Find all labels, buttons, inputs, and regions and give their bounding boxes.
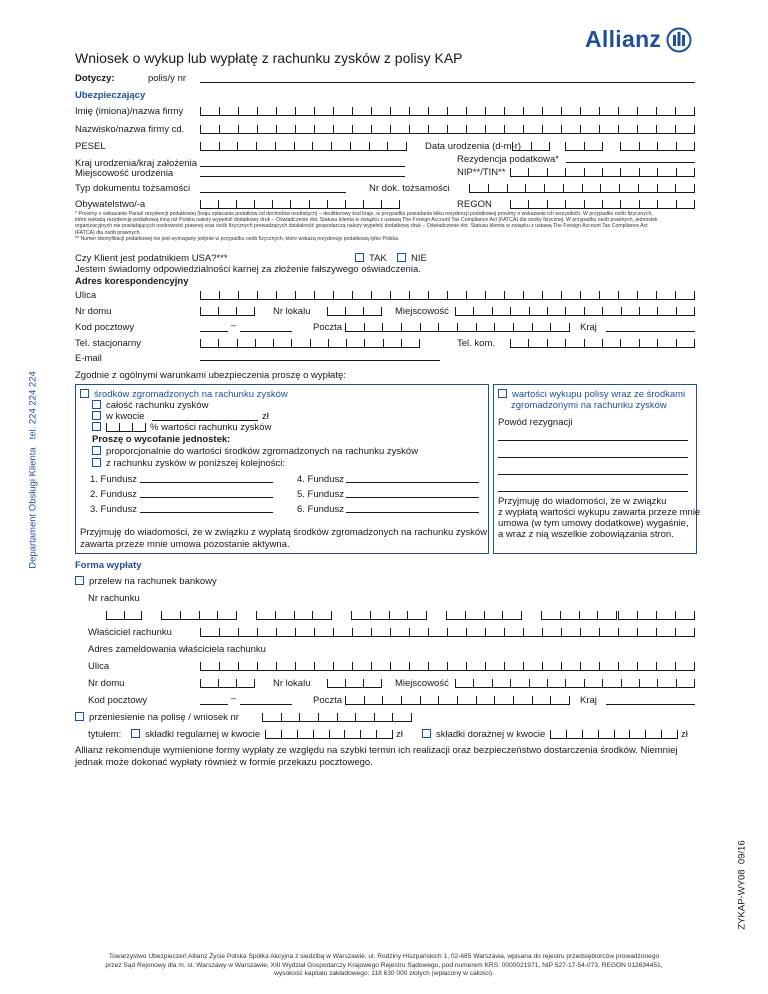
label-city: Miejscowość bbox=[395, 306, 449, 317]
city-field[interactable] bbox=[455, 307, 695, 316]
label-dotyczy: Dotyczy: bbox=[75, 73, 115, 84]
option-label: przelew na rachunek bankowy bbox=[89, 576, 217, 587]
checkbox[interactable] bbox=[397, 253, 406, 262]
flat-field[interactable] bbox=[327, 307, 382, 316]
dob-day-field[interactable] bbox=[512, 142, 550, 151]
label-doc-no: Nr dok. tożsamości bbox=[369, 183, 450, 194]
option-label: wartości wykupu polisy wraz ze środkami bbox=[512, 389, 686, 400]
name-field[interactable] bbox=[200, 107, 695, 116]
mobile-field[interactable] bbox=[510, 339, 695, 348]
option-label: składki dorażnej w kwocie bbox=[436, 729, 546, 740]
option-amount[interactable] bbox=[92, 411, 145, 422]
policy-number-field[interactable] bbox=[200, 82, 695, 83]
checkbox[interactable] bbox=[92, 400, 101, 409]
fund-3-label: 3. Fundusz bbox=[90, 504, 137, 515]
company-footer bbox=[0, 953, 768, 979]
footnote-line: które wskażą rezydencję podatkową inną niż Polska należy wypełnić dodatkowy druk – Oświadczenie dot. Statusu klienta w związku z ustawą The Foreign Account Tax Compliance Act (FATCA) dla osoby fizycznej. W przypadku osób prawnych, jednostek bbox=[75, 217, 658, 224]
footnote-line: organizacyjnych nie posiadających osobowości prawnej oraz osób fizycznych prowadzących działalność gospodarczą należy wypełnić dodatkowy druk – Oświadczenie dot. Statusu klienta w związku z ustawą The Foreign Account Tax Compliance Act bbox=[75, 223, 648, 230]
footnotes bbox=[75, 211, 695, 242]
regular-currency: zł bbox=[396, 729, 403, 740]
street-field[interactable] bbox=[200, 291, 695, 300]
option-all[interactable] bbox=[92, 400, 208, 411]
consent-text: Zgodnie z ogólnymi warunkami ubezpieczenia proszę o wypłatę: bbox=[75, 370, 346, 381]
checkbox[interactable] bbox=[92, 422, 101, 431]
regular-amount-field[interactable] bbox=[265, 730, 393, 739]
surrender-note-1: Przyjmuję do wiadomości, że w związku bbox=[498, 496, 667, 507]
label-regon: REGON bbox=[457, 199, 492, 210]
label-doc-type: Typ dokumentu tożsamości bbox=[75, 183, 191, 194]
reason-field-3[interactable] bbox=[498, 474, 688, 475]
usa-no-option[interactable] bbox=[397, 253, 427, 264]
units-heading: Proszę o wycofanie jednostek: bbox=[92, 434, 231, 445]
label-country: Kraj bbox=[580, 322, 597, 333]
checkbox[interactable] bbox=[75, 576, 84, 585]
amount-field[interactable] bbox=[152, 420, 258, 421]
postal-field-1[interactable] bbox=[200, 331, 228, 332]
label-owner-post: Poczta bbox=[313, 695, 343, 706]
country-field[interactable] bbox=[606, 331, 695, 332]
footnote-line: ** Numer identyfikacji podatkowej nie jest wymagany jedynie w przypadku osób fizycznych, które wskażą rezydencję podatkową tylko Polska. bbox=[75, 235, 400, 242]
dob-month-field[interactable] bbox=[565, 142, 603, 151]
label-tax-residence: Rezydencja podatkowa* bbox=[457, 154, 559, 165]
fund-4-field[interactable] bbox=[346, 482, 479, 483]
section-insured: Ubezpieczający bbox=[75, 90, 146, 101]
label-owner-country: Kraj bbox=[580, 695, 597, 706]
recommendation-1: Allianz rekomenduje wymienione formy wypłaty ze względu na szybki termin ich realizacji oraz bezpieczeństwo dostarczenia środków. Niemniej bbox=[75, 745, 678, 756]
label-phone: Tel. stacjonarny bbox=[75, 338, 142, 349]
label-owner-address: Adres zameldowania właściciela rachunku bbox=[88, 644, 266, 655]
surrender-note-4: a wraz z nią wszelkie zobowiązania stron. bbox=[498, 529, 674, 540]
owner-city-field[interactable] bbox=[455, 679, 695, 688]
recommendation-2: jednak może dokonać wypłaty również w formie przekazu pocztowego. bbox=[75, 757, 373, 768]
footnote-line: * Prosimy o wskazanie Pana/i rezydencji podatkowej (kraju opłacania podatków od dochodów osobistych) – deulitterowy kod kraju, w przypadku posiadania kilku rezydencji podatkowej prosimy o wskazanie ich wszystkich. W przypadku osób fizycznych, bbox=[75, 211, 653, 217]
post-field[interactable] bbox=[345, 323, 570, 332]
option-label: przeniesienie na polisę / wniosek nr bbox=[89, 712, 239, 723]
account-group[interactable] bbox=[256, 611, 332, 620]
label-email: E-mail bbox=[75, 353, 102, 364]
reason-field-1[interactable] bbox=[498, 440, 688, 441]
checkbox[interactable] bbox=[75, 712, 84, 721]
checkbox[interactable] bbox=[355, 253, 364, 262]
label-house: Nr domu bbox=[75, 306, 112, 317]
currency-label: zł bbox=[262, 411, 269, 422]
fund-3-field[interactable] bbox=[140, 512, 273, 513]
footnote-line: (FATCA) dla osób prawnych. bbox=[75, 229, 141, 236]
fund-1-label: 1. Fundusz bbox=[90, 474, 137, 485]
label-country: Kraj urodzenia/kraj założenia bbox=[75, 158, 197, 169]
option-proportional[interactable] bbox=[92, 446, 418, 457]
option-label: całość rachunku zysków bbox=[106, 400, 209, 411]
savings-note-1: Przyjmuję do wiadomości, że w związku z wypłatą środków zgromadzonych na rachunku zysków bbox=[80, 527, 488, 538]
option-percent[interactable] bbox=[92, 422, 106, 433]
yes-label: TAK bbox=[369, 253, 387, 264]
option-label: w kwocie bbox=[106, 411, 145, 422]
page-title: Wniosek o wykup lub wypłatę z rachunku zysków z polisy KAP bbox=[75, 50, 463, 66]
label-reason: Powód rezygnacji bbox=[498, 417, 573, 428]
dob-year-field[interactable] bbox=[620, 142, 695, 151]
tax-residence-field[interactable] bbox=[566, 162, 695, 163]
account-group[interactable] bbox=[161, 611, 237, 620]
option-bank-transfer[interactable] bbox=[75, 576, 217, 587]
postal-dash: – bbox=[231, 320, 237, 331]
label-citizenship: Obywatelstwo/-a bbox=[75, 199, 146, 210]
label-birthplace: Miejscowość urodzenia bbox=[75, 168, 174, 179]
option-label: środków zgromadzonych na rachunku zysków bbox=[94, 389, 288, 400]
label-owner-postal: Kod pocztowy bbox=[88, 695, 148, 706]
phone-field[interactable] bbox=[200, 339, 420, 348]
checkbox[interactable] bbox=[92, 458, 101, 467]
label-owner-street: Ulica bbox=[88, 661, 110, 672]
fund-6-field[interactable] bbox=[346, 512, 479, 513]
checkbox[interactable] bbox=[498, 389, 507, 398]
percent-field[interactable] bbox=[106, 423, 146, 432]
logo-wordmark: Allianz bbox=[585, 26, 662, 52]
label-owner-house: Nr domu bbox=[88, 678, 125, 689]
label-title: tytułem: bbox=[88, 729, 122, 740]
reason-field-2[interactable] bbox=[498, 457, 688, 458]
option-savings[interactable] bbox=[80, 389, 288, 400]
doc-type-field[interactable] bbox=[200, 192, 346, 193]
usa-yes-option[interactable] bbox=[355, 253, 387, 264]
extra-amount-field[interactable] bbox=[550, 730, 678, 739]
account-group[interactable] bbox=[351, 611, 427, 620]
surrender-note-2: z wypłatą wartości wykupu zawarta przeze mnie bbox=[498, 507, 701, 518]
label-nip: NIP**/TIN** bbox=[457, 167, 506, 178]
label-surname: Nazwisko/nazwa firmy cd. bbox=[75, 124, 185, 135]
label-mobile: Tel. kom. bbox=[457, 338, 496, 349]
percent-label: % wartości rachunku zysków bbox=[150, 422, 272, 433]
fund-4-label: 4. Fundusz bbox=[297, 474, 344, 485]
pesel-field[interactable] bbox=[200, 142, 407, 151]
fund-5-label: 5. Fundusz bbox=[297, 489, 344, 500]
owner-postal-field-2[interactable] bbox=[240, 704, 292, 705]
owner-postal-dash: – bbox=[231, 693, 237, 704]
section-payment: Forma wypłaty bbox=[75, 560, 142, 571]
option-surrender[interactable] bbox=[498, 389, 685, 400]
checkbox[interactable] bbox=[422, 729, 431, 738]
regon-field[interactable] bbox=[510, 200, 695, 209]
allianz-logo bbox=[585, 26, 692, 53]
surrender-note-3: umowa (w tym umowy dodatkowe) wygaśnie, bbox=[498, 518, 689, 529]
label-name: Imię (imiona)/nazwa firmy bbox=[75, 106, 184, 117]
policy-no-field[interactable] bbox=[262, 713, 412, 722]
option-label: proporcjonalnie do wartości środków zgromadzonych na rachunku zysków bbox=[106, 446, 419, 457]
owner-house-field[interactable] bbox=[200, 679, 255, 688]
option-label: składki regularnej w kwocie bbox=[145, 729, 261, 740]
account-group[interactable] bbox=[541, 611, 617, 620]
house-field[interactable] bbox=[200, 307, 255, 316]
account-group[interactable] bbox=[446, 611, 522, 620]
label-post: Poczta bbox=[313, 322, 343, 333]
label-pesel: PESEL bbox=[75, 141, 106, 152]
label-postal: Kod pocztowy bbox=[75, 322, 135, 333]
label-flat: Nr lokalu bbox=[273, 306, 311, 317]
country-field[interactable] bbox=[200, 166, 405, 167]
label-dob: Data urodzenia (d-m-r) bbox=[425, 141, 522, 152]
option-transfer-policy[interactable] bbox=[75, 712, 239, 723]
citizenship-field[interactable] bbox=[200, 200, 400, 209]
checkbox[interactable] bbox=[92, 411, 101, 420]
no-label: NIE bbox=[411, 253, 427, 264]
owner-street-field[interactable] bbox=[200, 662, 695, 671]
footer-line: wysokość kapitału zakładowego: 118 630 000 złotych (wpłacony w całości). bbox=[274, 970, 494, 977]
label-polis: polis/y nr bbox=[148, 73, 187, 84]
statement: Jestem świadomy odpowiedzialności karnej za złożenie fałszywego oświadczenia. bbox=[75, 264, 421, 275]
usa-question: Czy Klient jest podatnikiem USA?*** bbox=[75, 253, 228, 264]
checkbox[interactable] bbox=[80, 389, 89, 398]
side-department: Departament Obsługi Klienta tel. 224 224 224 bbox=[27, 371, 39, 569]
footer-line: Towarzystwo Ubezpieczeń Allianz Życie Polska Spółka Akcyjna z siedzibą w Warszawie, ul. Rodziny Hiszpańskich 1, 02-685 Warszawa, wpisana do rejestru przedsiębiorców prowadzonego bbox=[108, 953, 660, 960]
option-surrender-line2: zgromadzonymi na rachunku zysków bbox=[511, 400, 667, 411]
fund-6-label: 6. Fundusz bbox=[297, 504, 344, 515]
fund-2-field[interactable] bbox=[140, 497, 273, 498]
label-owner-flat: Nr lokalu bbox=[273, 678, 311, 689]
checkbox[interactable] bbox=[92, 446, 101, 455]
savings-note-2: zawarta przeze mnie umowa pozostanie aktywna. bbox=[80, 539, 290, 550]
owner-field[interactable] bbox=[200, 628, 695, 637]
label-account: Nr rachunku bbox=[88, 593, 140, 604]
fund-1-field[interactable] bbox=[140, 482, 273, 483]
owner-postal-field-1[interactable] bbox=[200, 704, 228, 705]
nip-field[interactable] bbox=[510, 168, 695, 177]
doc-no-field[interactable] bbox=[469, 184, 695, 193]
email-field[interactable] bbox=[200, 360, 440, 361]
account-group[interactable] bbox=[618, 611, 695, 620]
eagle-logo-icon bbox=[666, 27, 692, 53]
label-owner: Właściciel rachunku bbox=[88, 627, 172, 638]
label-owner-city: Miejscowość bbox=[395, 678, 449, 689]
fund-2-label: 2. Fundusz bbox=[90, 489, 137, 500]
reason-field-4[interactable] bbox=[498, 491, 688, 492]
option-order[interactable] bbox=[92, 458, 285, 469]
owner-country-field[interactable] bbox=[606, 704, 695, 705]
fund-5-field[interactable] bbox=[346, 497, 479, 498]
postal-field-2[interactable] bbox=[240, 331, 292, 332]
label-street: Ulica bbox=[75, 290, 97, 301]
extra-currency: zł bbox=[681, 729, 688, 740]
option-extra-premium[interactable] bbox=[422, 729, 545, 740]
option-regular-premium[interactable] bbox=[131, 729, 260, 740]
birthplace-field[interactable] bbox=[200, 176, 405, 177]
footer-line: przez Sąd Rejonowy dla m. st. Warszawy w Warszawie, XIII Wydział Gospodarczy Krajowego Rejestru Sądowego, pod numerem KRS: 0000021971, NIP 527-17-54-073, REGON 012634451, bbox=[105, 961, 663, 969]
owner-flat-field[interactable] bbox=[327, 679, 382, 688]
owner-post-field[interactable] bbox=[345, 696, 570, 705]
side-form-code: ZYKAP-WY08 09/16 bbox=[736, 840, 748, 930]
option-label: z rachunku zysków w poniższej kolejności: bbox=[106, 458, 285, 469]
surname-field[interactable] bbox=[200, 125, 695, 134]
section-address: Adres korespondencyjny bbox=[75, 276, 189, 287]
account-group[interactable] bbox=[106, 611, 142, 620]
checkbox[interactable] bbox=[131, 729, 140, 738]
